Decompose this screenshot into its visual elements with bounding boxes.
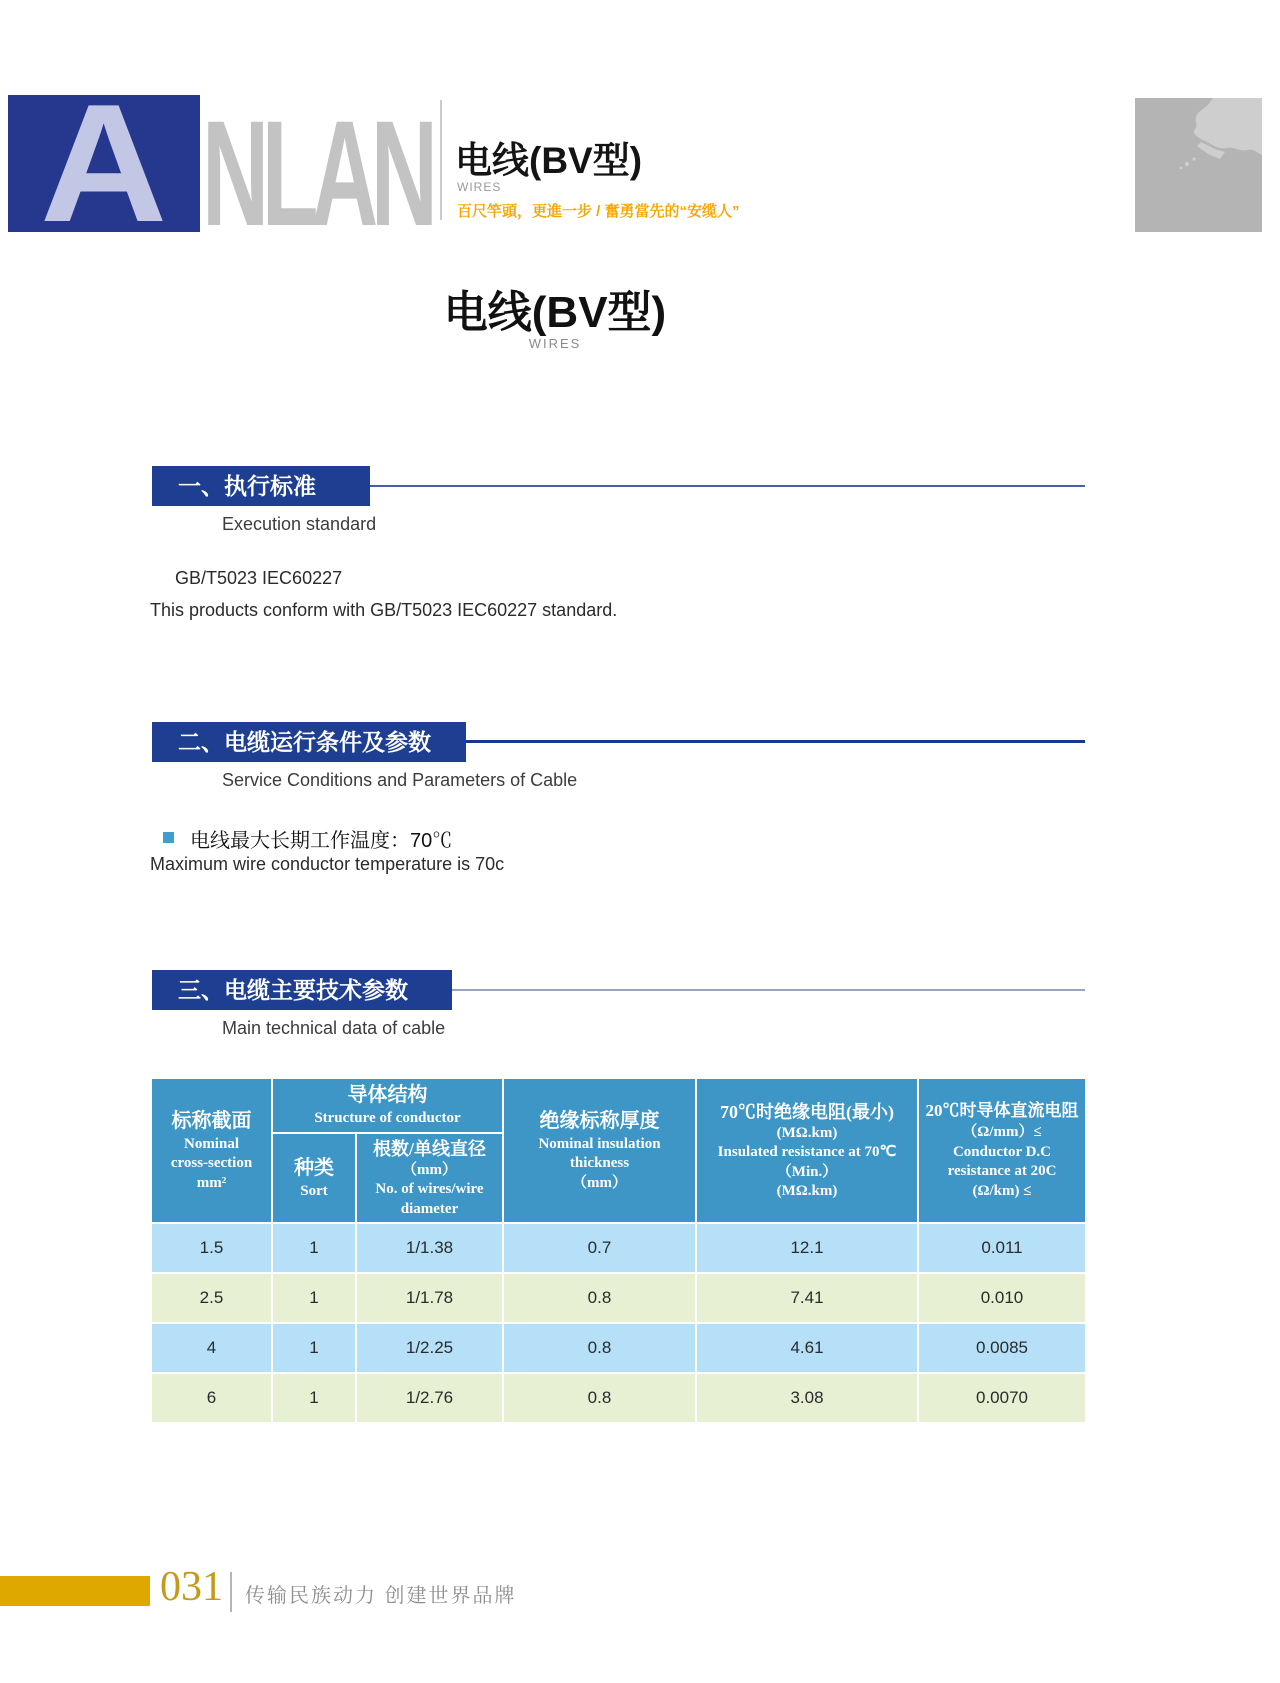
- section2-rule: [466, 740, 1085, 743]
- header-line: 标称截面: [171, 1109, 252, 1132]
- section3-rule: [452, 989, 1085, 991]
- page-subtitle: WIRES: [528, 336, 582, 351]
- section1-rule: [370, 485, 1085, 487]
- header-line: 根数/单线直径: [372, 1138, 486, 1159]
- section3-subheading: Main technical data of cable: [222, 1018, 446, 1038]
- map-graphic: [1135, 98, 1262, 232]
- standard-codes: GB/T5023 IEC60227: [175, 568, 343, 588]
- standard-description: This products conform with GB/T5023 IEC60227 standard.: [150, 600, 618, 620]
- brand-logo-box: [8, 95, 200, 232]
- header-line: diameter: [400, 1200, 459, 1217]
- header-product-title-cn: 电线(BV型): [455, 140, 643, 181]
- header-line: (Ω/km) ≤: [972, 1182, 1032, 1199]
- cell-resistance-70c: 3.08: [696, 1373, 918, 1423]
- header-line: 种类: [294, 1156, 334, 1179]
- th-wires-diameter: [356, 1133, 503, 1224]
- th-nominal-cross-section: [151, 1078, 272, 1223]
- header-line: (MΩ.km): [776, 1124, 838, 1141]
- cell-wires-diameter: 1/1.78: [356, 1273, 503, 1323]
- cell-sort: 1: [272, 1223, 356, 1273]
- cell-resistance-70c: 7.41: [696, 1273, 918, 1323]
- map-image: [1135, 98, 1262, 232]
- cell-resistance-70c: 4.61: [696, 1323, 918, 1373]
- cell-thickness: 0.7: [503, 1223, 696, 1273]
- cell-cross-section: 1.5: [151, 1223, 272, 1273]
- th-insulation-thickness: [503, 1078, 696, 1223]
- technical-data-table: [150, 1077, 1087, 1424]
- cell-wires-diameter: 1/1.38: [356, 1223, 503, 1273]
- footer-divider: [230, 1572, 232, 1612]
- th-insulation-resistance-70c: [696, 1078, 918, 1223]
- section3-heading: 三、电缆主要技术参数: [152, 970, 452, 1010]
- th-dc-resistance-20c: [918, 1078, 1086, 1223]
- header-line: mm²: [196, 1174, 227, 1191]
- page-title: 电线(BV型): [443, 288, 667, 337]
- header-line: cross-section: [170, 1155, 253, 1172]
- table-row: [151, 1273, 1086, 1323]
- cell-sort: 1: [272, 1273, 356, 1323]
- table-row: [151, 1373, 1086, 1423]
- header-line: （Ω/mm）≤: [962, 1124, 1042, 1141]
- header-line: 导体结构: [347, 1084, 428, 1106]
- page-number: 031: [160, 1564, 223, 1610]
- cell-wires-diameter: 1/2.25: [356, 1323, 503, 1373]
- table-row: [151, 1223, 1086, 1273]
- header-line: thickness: [569, 1155, 630, 1172]
- cell-resistance-20c: 0.010: [918, 1273, 1086, 1323]
- section1-heading: 一、执行标准: [152, 466, 370, 506]
- bullet-square-icon: [163, 832, 174, 843]
- cell-resistance-70c: 12.1: [696, 1223, 918, 1273]
- header-line: 20℃时导体直流电阻: [925, 1101, 1079, 1121]
- header-line: Insulated resistance at 70℃: [717, 1144, 897, 1161]
- header-line: Nominal insulation: [538, 1135, 661, 1152]
- header-line: Nominal: [183, 1135, 239, 1152]
- header-line: （mm）: [402, 1161, 457, 1178]
- header-line: (MΩ.km): [776, 1183, 838, 1200]
- max-temperature-cn: 电线最大长期工作温度：70℃: [190, 830, 453, 852]
- logo-letter-a: A: [40, 95, 168, 232]
- header-line: Conductor D.C: [952, 1143, 1052, 1160]
- cell-cross-section: 2.5: [151, 1273, 272, 1323]
- header-line: 绝缘标称厚度: [539, 1109, 660, 1132]
- header-line: Structure of conductor: [314, 1110, 461, 1126]
- header-line: resistance at 20C: [947, 1163, 1057, 1180]
- table-header-row-1: [151, 1078, 1086, 1133]
- cell-sort: 1: [272, 1323, 356, 1373]
- table-row: [151, 1323, 1086, 1373]
- cell-resistance-20c: 0.011: [918, 1223, 1086, 1273]
- cell-wires-diameter: 1/2.76: [356, 1373, 503, 1423]
- cell-thickness: 0.8: [503, 1373, 696, 1423]
- cell-thickness: 0.8: [503, 1323, 696, 1373]
- cell-cross-section: 6: [151, 1373, 272, 1423]
- cell-thickness: 0.8: [503, 1273, 696, 1323]
- cell-resistance-20c: 0.0070: [918, 1373, 1086, 1423]
- logo-wordmark: NLAN: [202, 89, 431, 257]
- th-sort: [272, 1133, 356, 1224]
- footer-slogan: 传输民族动力 创建世界品牌: [245, 1585, 517, 1607]
- brand-tagline: 百尺竿頭，更進一步 / 奮勇當先的“安缆人”: [457, 203, 740, 220]
- max-temperature-en: Maximum wire conductor temperature is 70c: [150, 854, 505, 874]
- header-line: （Min.）: [776, 1163, 838, 1180]
- header-line: 70℃时绝缘电阻(最小): [720, 1101, 894, 1122]
- footer-gold-bar: [0, 1576, 150, 1606]
- cell-sort: 1: [272, 1373, 356, 1423]
- th-structure-of-conductor: [272, 1078, 503, 1133]
- header-line: No. of wires/wire: [375, 1181, 484, 1198]
- cell-cross-section: 4: [151, 1323, 272, 1373]
- header-divider: [440, 100, 442, 220]
- section1-subheading: Execution standard: [222, 514, 377, 534]
- header-line: Sort: [300, 1182, 328, 1199]
- header-line: （mm）: [572, 1174, 627, 1191]
- section2-heading: 二、电缆运行条件及参数: [152, 722, 466, 762]
- header-product-title-en: WIRES: [457, 180, 502, 194]
- section2-subheading: Service Conditions and Parameters of Cable: [222, 770, 578, 790]
- cell-resistance-20c: 0.0085: [918, 1323, 1086, 1373]
